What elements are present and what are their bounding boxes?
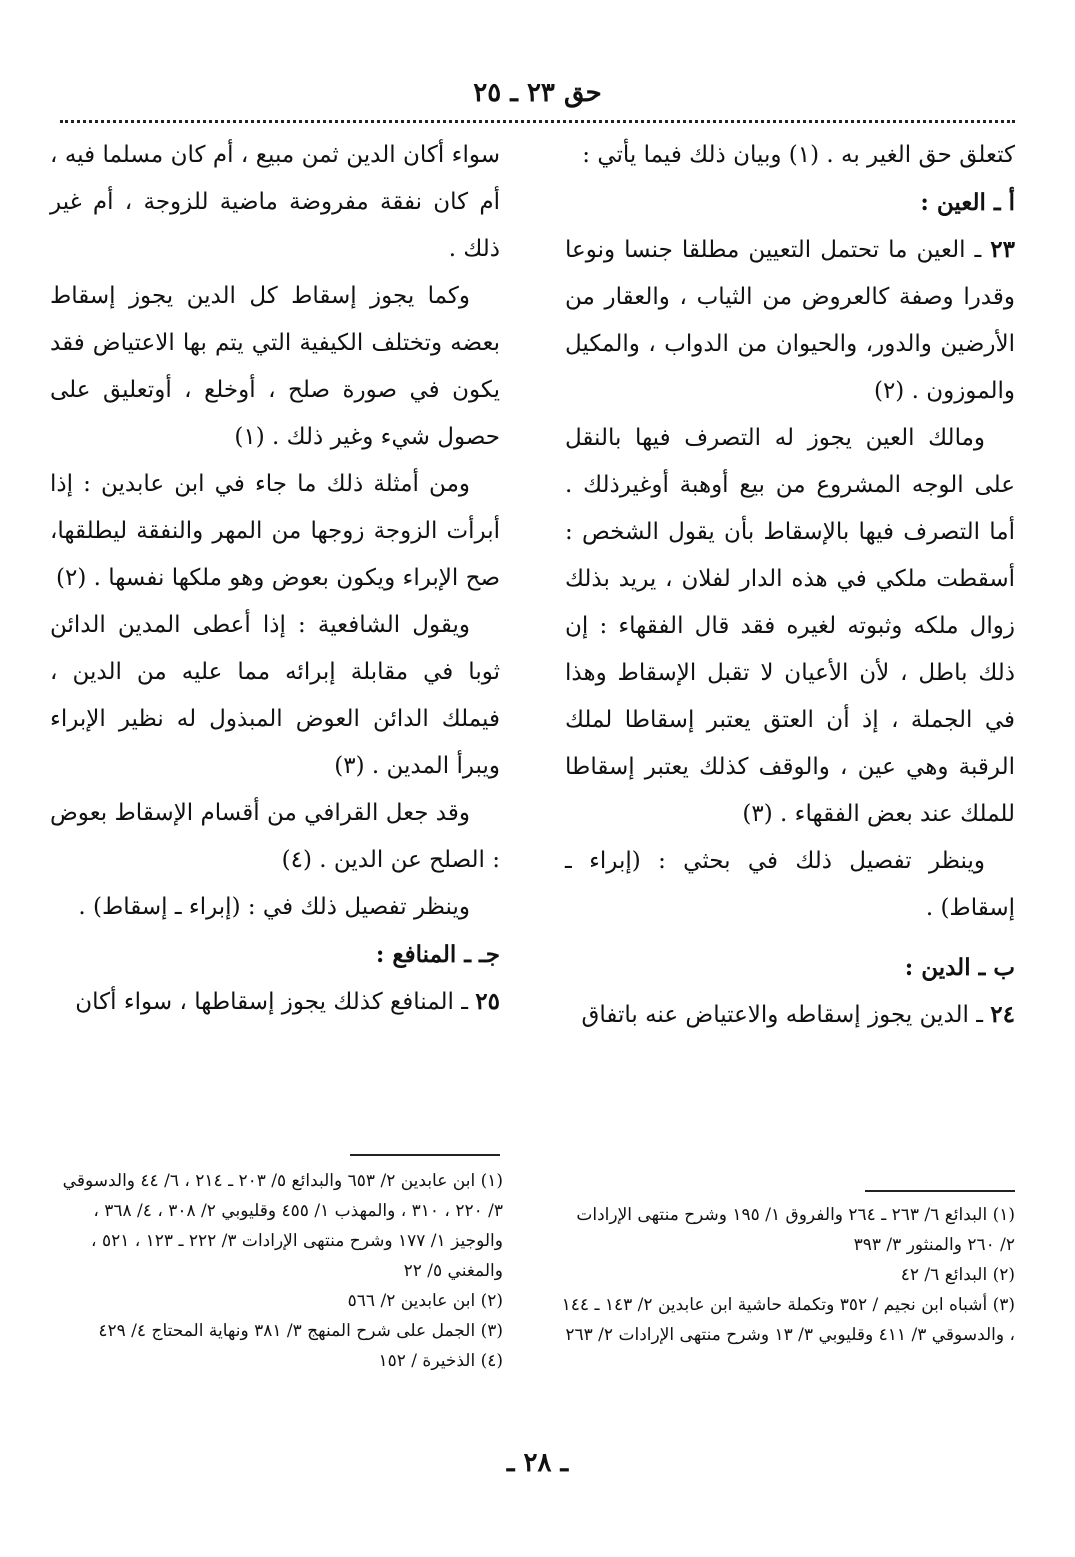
footnote: (٢) البدائع ٦/ ٤٢ bbox=[900, 1265, 1015, 1285]
page-number: ـ ٢٨ ـ bbox=[506, 1448, 569, 1478]
paragraph-25 bbox=[50, 978, 500, 1026]
paragraph: وينظر تفصيل ذلك في بحثي : (إبراء ـ إسقاط) . bbox=[565, 848, 1015, 921]
paragraph: ومالك العين يجوز له التصرف فيها بالنقل على الوجه المشروع من بيع أوهبة أوغيرذلك . أما التصرف فيها بالإسقاط بأن يقول الشخص : أسقطت ملكي في هذه الدار لفلان ، يريد بذلك زوال ملكه وثبوته لغيره فقد قال الفقهاء : إن ذلك باطل ، لأن الأعيان لا تقبل الإسقاط وهذا في الجملة ، إذ أن العتق يعتبر إسقاطا لملك الرقبة وهي عين ، والوقف كذلك يعتبر إسقاطا للملك عند بعض الفقهاء . (٣) bbox=[565, 425, 1015, 827]
paragraph-23 bbox=[565, 226, 1015, 415]
footnote: (١) البدائع ٦/ ٢٦٣ ـ ٢٦٤ والفروق ١/ ١٩٥ وشرح منتهى الإرادات ٢/ ٢٦٠ والمنثور ٣/ ٣٩٣ bbox=[576, 1205, 1015, 1255]
footnote: (٣) الجمل على شرح المنهج ٣/ ٣٨١ ونهاية المحتاج ٤/ ٤٢٩ bbox=[98, 1321, 503, 1341]
paragraph-text: ـ الدين يجوز إسقاطه والاعتياض عنه باتفاق bbox=[581, 1002, 991, 1028]
section-heading-dayn: ب ـ الدين : bbox=[904, 954, 1015, 981]
footnote: (٢) ابن عابدين ٢/ ٥٦٦ bbox=[347, 1291, 503, 1311]
footnote: (٣) أشباه ابن نجيم / ٣٥٢ وتكملة حاشية ابن عابدين ٢/ ١٤٣ ـ ١٤٤ ، والدسوقي ٣/ ٤١١ وقليوبي ٣/ ١٣ وشرح منتهى الإرادات ٢/ ٢٦٣ bbox=[561, 1295, 1015, 1345]
footnote-rule-right bbox=[865, 1190, 1015, 1192]
paragraph-number: ٢٤ bbox=[990, 1001, 1015, 1028]
left-column bbox=[50, 132, 500, 1026]
paragraph: وقد جعل القرافي من أقسام الإسقاط بعوض : الصلح عن الدين . (٤) bbox=[50, 800, 500, 873]
footnote-rule-left bbox=[350, 1154, 500, 1156]
section-heading-ain: أ ـ العين : bbox=[920, 189, 1015, 216]
paragraph: وينظر تفصيل ذلك في : (إبراء ـ إسقاط) . bbox=[78, 894, 470, 920]
footnotes-left bbox=[48, 1166, 503, 1376]
paragraph: كتعلق حق الغير به . (١) وبيان ذلك فيما يأتي : bbox=[582, 142, 1015, 168]
paragraph-number: ٢٣ bbox=[990, 236, 1015, 263]
paragraph: ومن أمثلة ذلك ما جاء في ابن عابدين : إذا أبرأت الزوجة زوجها من المهر والنفقة ليطلقها، صح الإبراء ويكون بعوض وهو ملكها نفسها . (٢) bbox=[50, 471, 500, 591]
paragraph: سواء أكان الدين ثمن مبيع ، أم كان مسلما فيه ، أم كان نفقة مفروضة ماضية للزوجة ، أم غير ذلك . bbox=[50, 142, 500, 262]
footnotes-right bbox=[560, 1200, 1015, 1350]
paragraph: وكما يجوز إسقاط كل الدين يجوز إسقاط بعضه وتختلف الكيفية التي يتم بها الاعتياض فقد يكون في صورة صلح ، أوخلع ، أوتعليق على حصول شيء وغير ذلك . (١) bbox=[50, 283, 500, 450]
paragraph-text: ـ العين ما تحتمل التعيين مطلقا جنسا ونوعا وقدرا وصفة كالعروض من الثياب ، والعقار من الأرضين والدور، والحيوان من الدواب ، والمكيل والموزون . (٢) bbox=[565, 237, 1015, 404]
paragraph: ويقول الشافعية : إذا أعطى المدين الدائن ثوبا في مقابلة إبرائه مما عليه من الدين ، فيملك الدائن العوض المبذول له نظير الإبراء ويبرأ المدين . (٣) bbox=[50, 612, 500, 779]
paragraph-number: ٢٥ bbox=[475, 988, 500, 1015]
paragraph-24 bbox=[565, 991, 1015, 1039]
section-heading-manafi: جـ ـ المنافع : bbox=[375, 941, 500, 968]
footnote: (٤) الذخيرة / ١٥٢ bbox=[378, 1351, 503, 1371]
paragraph-text: ـ المنافع كذلك يجوز إسقاطها ، سواء أكان bbox=[75, 989, 476, 1015]
right-column bbox=[565, 132, 1015, 1039]
footnote: (١) ابن عابدين ٢/ ٦٥٣ والبدائع ٥/ ٢٠٣ ـ ٢١٤ ، ٦/ ٤٤ والدسوقي ٣/ ٢٢٠ ، ٣١٠ ، والمهذب ١/ ٤٥٥ وقليوبي ٢/ ٣٠٨ ، ٤/ ٣٦٨ ، والوجيز ١/ ١٧٧ وشرح منتهى الإرادات ٣/ ٢٢٢ ـ ١٢٣ ، ٥٢١ ، والمغني ٥/ ٢٢ bbox=[62, 1171, 503, 1281]
header-dotted-rule bbox=[60, 120, 1015, 123]
running-header: حق ٢٣ ـ ٢٥ bbox=[473, 78, 602, 108]
